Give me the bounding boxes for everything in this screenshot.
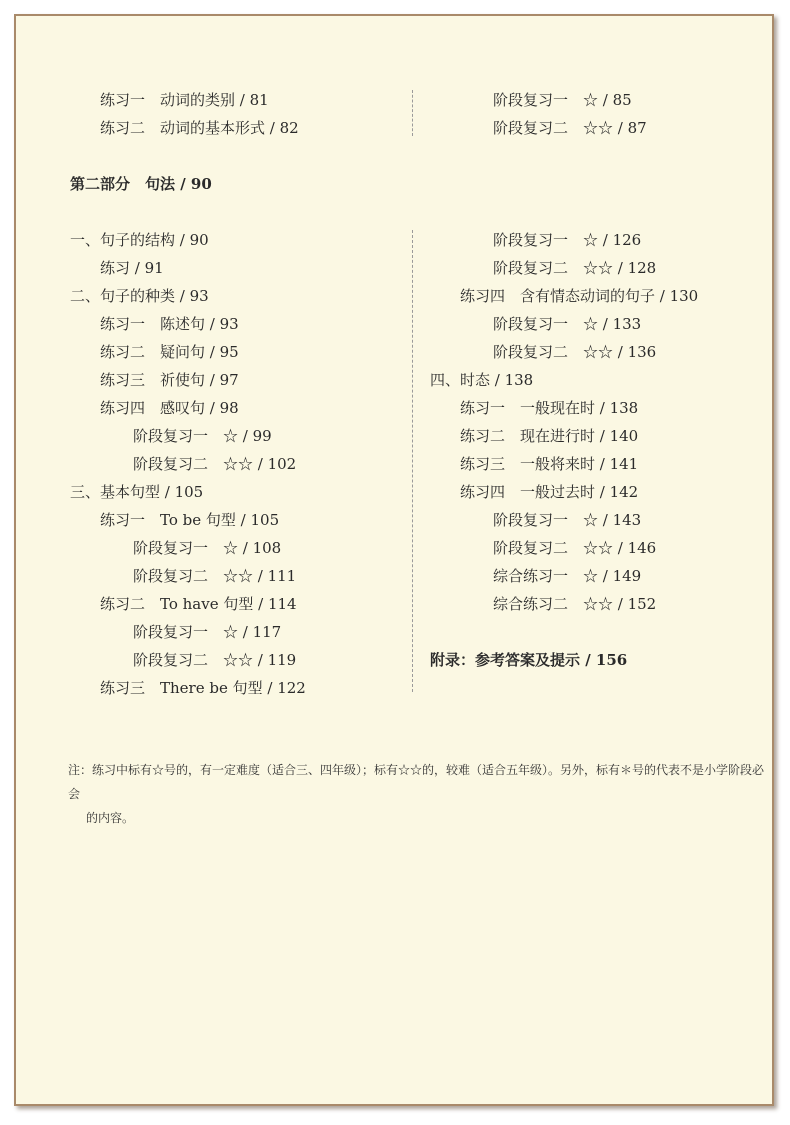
toc-review[interactable]: 综合练习二 ☆☆ / 152	[493, 595, 657, 613]
toc-review[interactable]: 阶段复习二 ☆☆ / 136	[493, 343, 657, 361]
toc-chapter[interactable]: 二、句子的种类 / 93	[70, 287, 209, 305]
toc-entry[interactable]: 练习四 感叹句 / 98	[100, 399, 239, 417]
toc-entry[interactable]: 练习一 To be 句型 / 105	[100, 511, 280, 529]
toc-review[interactable]: 阶段复习二 ☆☆ / 111	[133, 567, 297, 585]
toc-review[interactable]: 阶段复习二 ☆☆ / 102	[133, 455, 297, 473]
toc-entry[interactable]: 练习二 现在进行时 / 140	[460, 427, 639, 445]
toc-review[interactable]: 阶段复习一 ☆ / 108	[133, 539, 282, 557]
toc-entry[interactable]: 练习一 动词的类别 / 81	[100, 91, 269, 109]
toc-entry[interactable]: 阶段复习一 ☆ / 85	[493, 91, 632, 109]
toc-entry[interactable]: 练习四 含有情态动词的句子 / 130	[460, 287, 699, 305]
toc-review[interactable]: 阶段复习一 ☆ / 133	[493, 315, 642, 333]
toc-entry[interactable]: 练习一 陈述句 / 93	[100, 315, 239, 333]
footnote-line: 注：练习中标有☆号的，有一定难度（适合三、四年级）；标有☆☆的，较难（适合五年级）。另外，标有＊号的代表不是小学阶段必会	[68, 763, 765, 801]
toc-entry[interactable]: 练习一 一般现在时 / 138	[460, 399, 639, 417]
toc-review[interactable]: 阶段复习二 ☆☆ / 128	[493, 259, 657, 277]
footnote-line: 的内容。	[86, 811, 135, 825]
page	[14, 14, 774, 1106]
toc-chapter[interactable]: 三、基本句型 / 105	[70, 483, 204, 501]
column-divider	[412, 230, 413, 692]
toc-review[interactable]: 阶段复习二 ☆☆ / 146	[493, 539, 657, 557]
toc-review[interactable]: 阶段复习一 ☆ / 117	[133, 623, 282, 641]
toc-entry[interactable]: 练习 / 91	[100, 259, 164, 277]
toc-entry[interactable]: 练习三 祈使句 / 97	[100, 371, 239, 389]
footnote	[68, 758, 768, 830]
toc-entry[interactable]: 练习二 To have 句型 / 114	[100, 595, 297, 613]
toc-entry[interactable]: 练习三 一般将来时 / 141	[460, 455, 639, 473]
toc-review[interactable]: 阶段复习二 ☆☆ / 119	[133, 651, 297, 669]
toc-review[interactable]: 阶段复习一 ☆ / 99	[133, 427, 272, 445]
section-heading[interactable]: 第二部分 句法 / 90	[70, 175, 212, 193]
toc-entry[interactable]: 练习二 疑问句 / 95	[100, 343, 239, 361]
toc-entry[interactable]: 练习四 一般过去时 / 142	[460, 483, 639, 501]
toc-chapter[interactable]: 四、时态 / 138	[430, 371, 534, 389]
toc-appendix[interactable]: 附录：参考答案及提示 / 156	[430, 651, 628, 669]
toc-chapter[interactable]: 一、句子的结构 / 90	[70, 231, 209, 249]
toc-review[interactable]: 阶段复习一 ☆ / 126	[493, 231, 642, 249]
toc-entry[interactable]: 练习二 动词的基本形式 / 82	[100, 119, 299, 137]
toc-review[interactable]: 综合练习一 ☆ / 149	[493, 567, 642, 585]
column-divider	[412, 90, 413, 136]
toc-entry[interactable]: 阶段复习二 ☆☆ / 87	[493, 119, 647, 137]
toc-entry[interactable]: 练习三 There be 句型 / 122	[100, 679, 306, 697]
toc-review[interactable]: 阶段复习一 ☆ / 143	[493, 511, 642, 529]
